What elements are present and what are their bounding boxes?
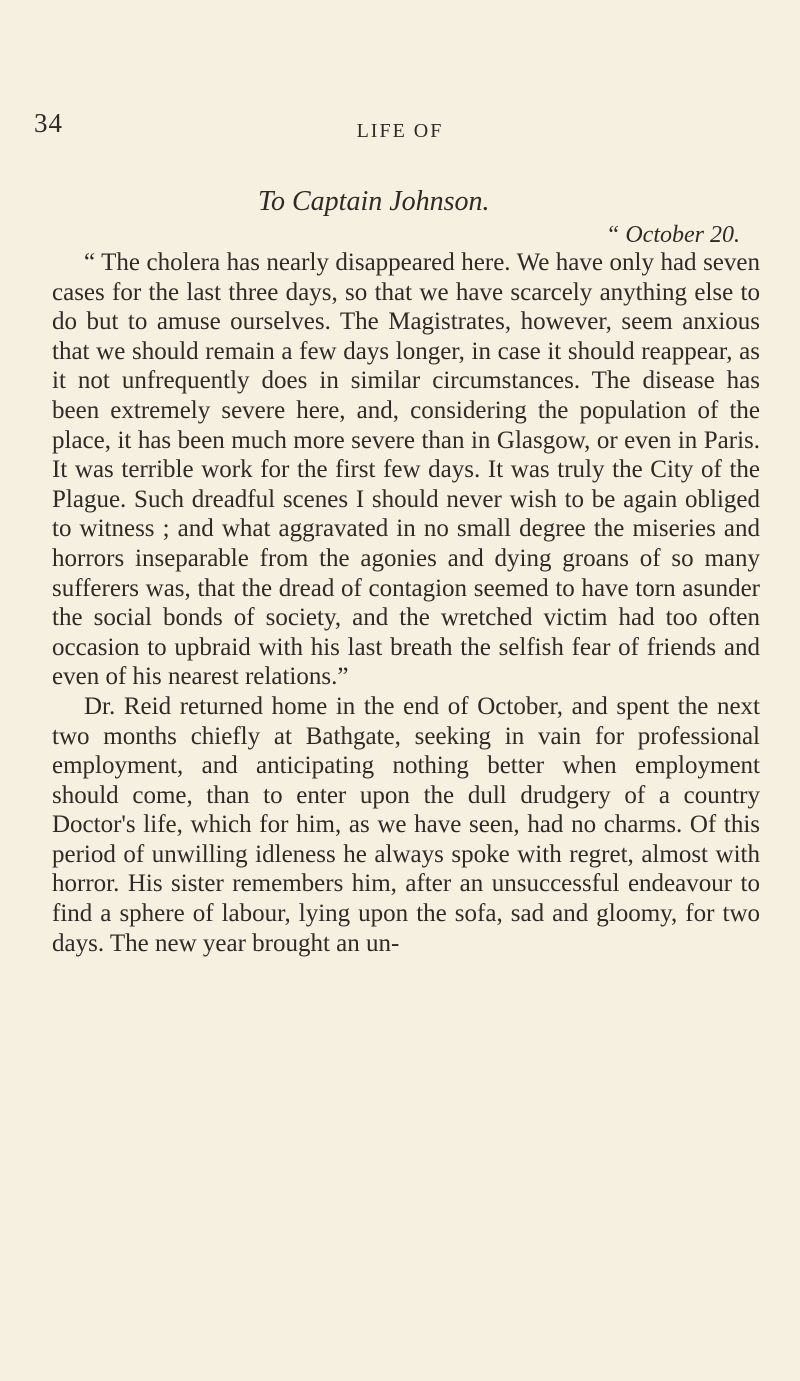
letter-heading: To Captain Johnson. (258, 186, 490, 217)
narrative-paragraph: Dr. Reid returned home in the end of October, and spent the next two months chiefly at Bathgate, seeking in vain for professional employment, and anticipating nothing better when employment should come, than to enter upon the dull drudgery of a country Doctor's life, which for him, as we have seen, had no charms. Of this period of unwilling idleness he always spoke with regret, almost with horror. His sister remembers him, after an unsuccessful endeavour to find a sphere of labour, lying upon the sofa, sad and gloomy, for two days. The new year brought an un- (52, 692, 760, 957)
page-number: 34 (34, 108, 63, 138)
letter-dateline: “ October 20. (606, 222, 740, 248)
running-head: LIFE OF (356, 120, 444, 142)
page-body (52, 248, 760, 958)
letter-paragraph: “ The cholera has nearly disappeared here. We have only had seven cases for the last three days, so that we have scarcely anything else to do but to amuse ourselves. The Magistrates, however, seem anxious that we should remain a few days longer, in case it should reappear, as it not unfrequently does in similar circumstances. The disease has been extremely severe here, and, considering the population of the place, it has been much more severe than in Glasgow, or even in Paris. It was terrible work for the first few days. It was truly the City of the Plague. Such dreadful scenes I should never wish to be again obliged to witness ; and what aggravated in no small degree the miseries and horrors inseparable from the agonies and dying groans of so many sufferers was, that the dread of contagion seemed to have torn asunder the social bonds of society, and the wretched victim had too often occasion to upbraid with his last breath the selfish fear of friends and even of his nearest relations.” (52, 249, 760, 691)
